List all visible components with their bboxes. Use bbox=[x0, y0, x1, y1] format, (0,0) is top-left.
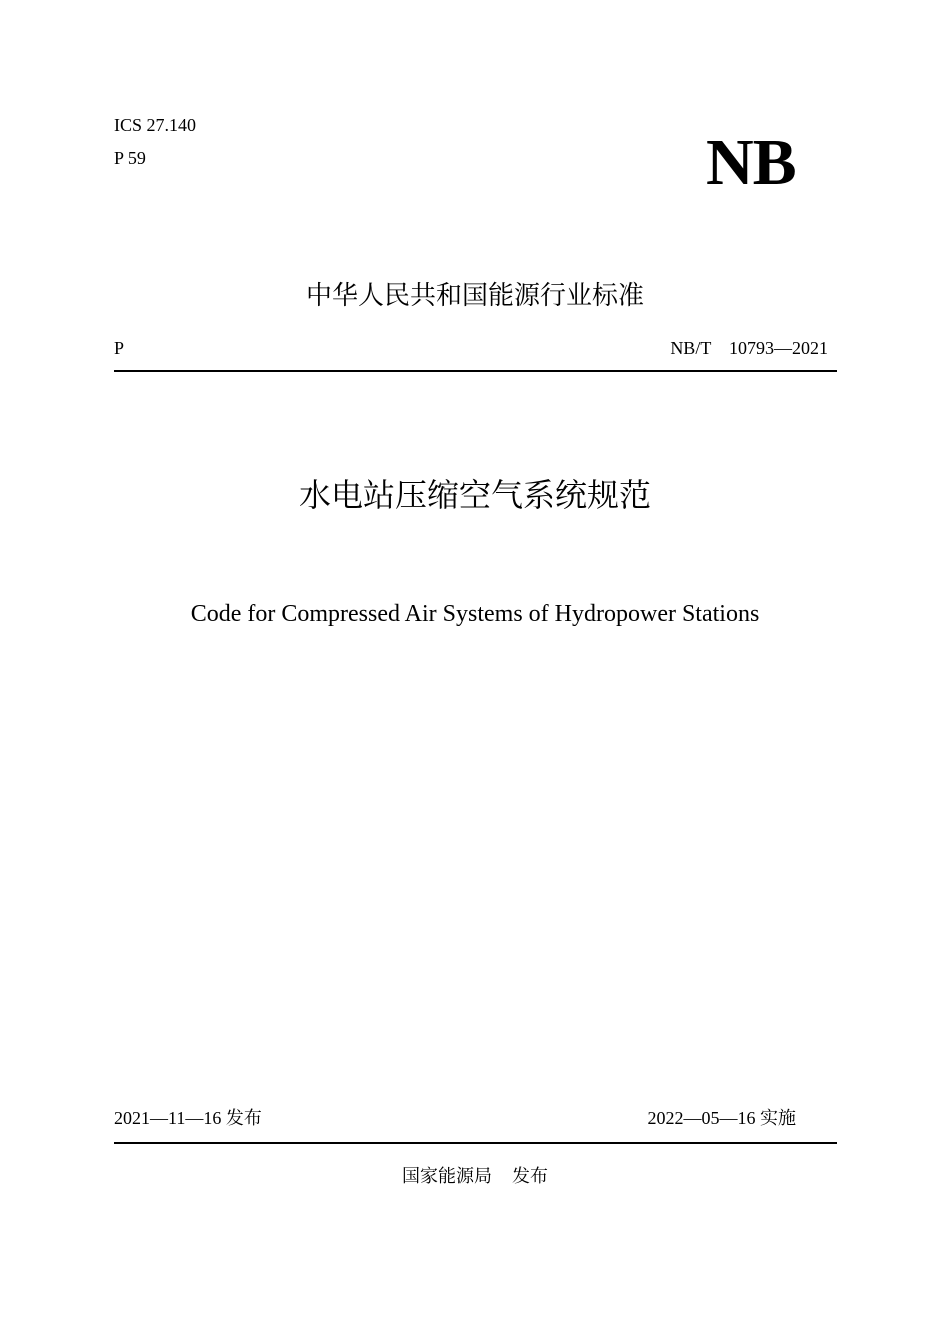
issuer-action: 发布 bbox=[512, 1166, 548, 1186]
standard-number: NB/T 10793—2021 bbox=[670, 338, 828, 358]
title-english: Code for Compressed Air Systems of Hydropower Stations bbox=[190, 601, 760, 627]
implementation-date: 2022—05—16 实施 bbox=[647, 1108, 796, 1128]
record-code: P bbox=[114, 338, 125, 358]
ics-code: ICS 27.140 bbox=[114, 115, 197, 135]
title-chinese: 水电站压缩空气系统规范 bbox=[298, 477, 651, 513]
bottom-divider bbox=[114, 1142, 837, 1144]
top-divider bbox=[114, 370, 837, 372]
issuer-line bbox=[0, 1164, 950, 1188]
nb-logo: NB bbox=[706, 126, 796, 199]
issue-date: 2021—11—16 发布 bbox=[114, 1108, 262, 1128]
ccs-code: P 59 bbox=[114, 148, 146, 168]
standard-type-heading: 中华人民共和国能源行业标准 bbox=[305, 281, 644, 310]
issuer-name: 国家能源局 bbox=[402, 1166, 492, 1186]
